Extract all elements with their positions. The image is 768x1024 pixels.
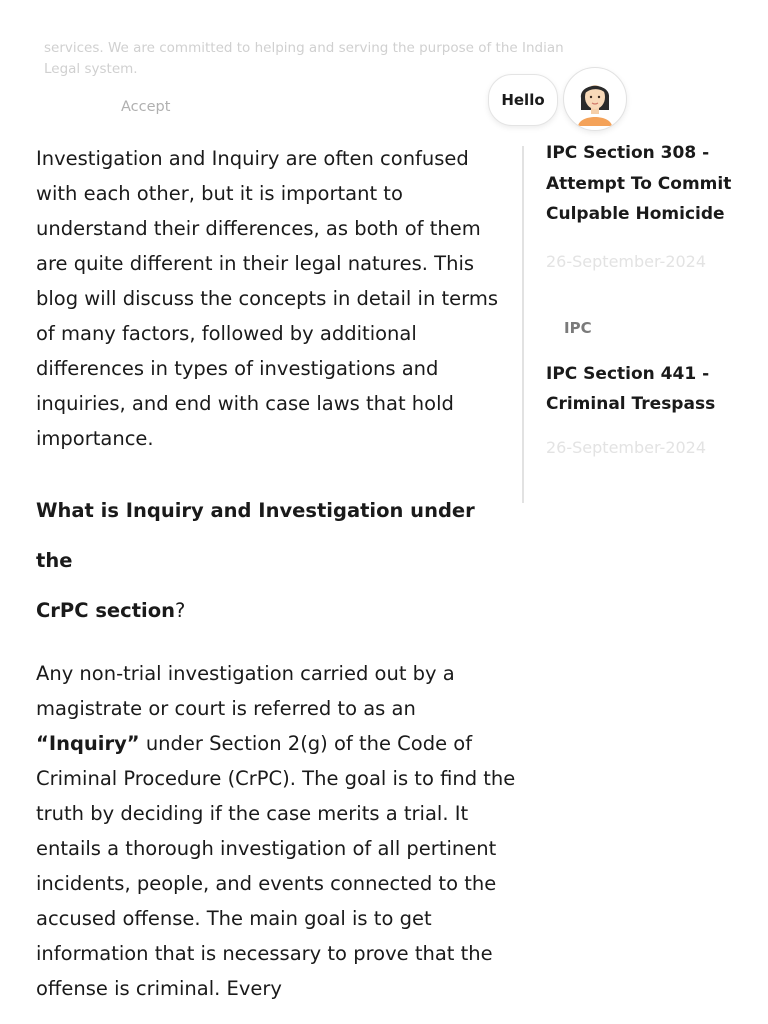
sidebar-divider	[522, 146, 524, 503]
sidebar-post-title[interactable]: IPC Section 308 - Attempt To Commit Culpable Homicide	[546, 143, 732, 224]
chat-greeting-bubble[interactable]: Hello	[488, 74, 558, 126]
article-body	[36, 141, 516, 1006]
article-paragraph-inquiry	[36, 656, 516, 1006]
section-heading-part2: CrPC section	[36, 599, 175, 622]
section-heading	[36, 486, 516, 636]
section-heading-suffix: ?	[175, 599, 186, 622]
cookie-text-line2: Legal system.	[44, 61, 138, 77]
recent-posts-sidebar	[546, 138, 768, 457]
sidebar-post-date: 26-September-2024	[546, 251, 707, 271]
sidebar-post-title[interactable]: IPC Section 441 - Criminal Trespass	[546, 363, 716, 414]
article-intro-paragraph: Investigation and Inquiry are often confused with each other, but it is important to understand their differences, as both of them are quite different in their legal natures. This blog will discuss the concepts in detail in terms of many factors, followed by additional differences in types of investigations and inquiries, and end with case laws that hold importance.	[36, 147, 498, 450]
sidebar-post	[546, 138, 768, 271]
inquiry-term: “Inquiry”	[36, 732, 140, 755]
chat-avatar-button[interactable]	[563, 67, 627, 131]
sidebar-post	[546, 319, 768, 457]
section-heading-part1: What is Inquiry and Investigation under the	[36, 499, 475, 572]
woman-avatar-icon	[564, 68, 626, 130]
paragraph-text-post: under Section 2(g) of the Code of Criminal Procedure (CrPC). The goal is to find the truth by deciding if the case merits a trial. It entails a thorough investigation of all pertinent incidents, people, and events connected to the accused offense. The main goal is to get information that is necessary to prove that the offense is criminal. Every	[36, 732, 516, 1000]
accept-cookies-button[interactable]: Accept	[121, 99, 171, 115]
sidebar-post-date: 26-September-2024	[546, 437, 707, 457]
cookie-text-line1: services. We are committed to helping and serving the purpose of the Indian	[44, 40, 564, 56]
paragraph-text-pre: Any non-trial investigation carried out by a magistrate or court is referred to as an	[36, 662, 455, 720]
sidebar-post-category[interactable]: IPC	[564, 318, 592, 337]
